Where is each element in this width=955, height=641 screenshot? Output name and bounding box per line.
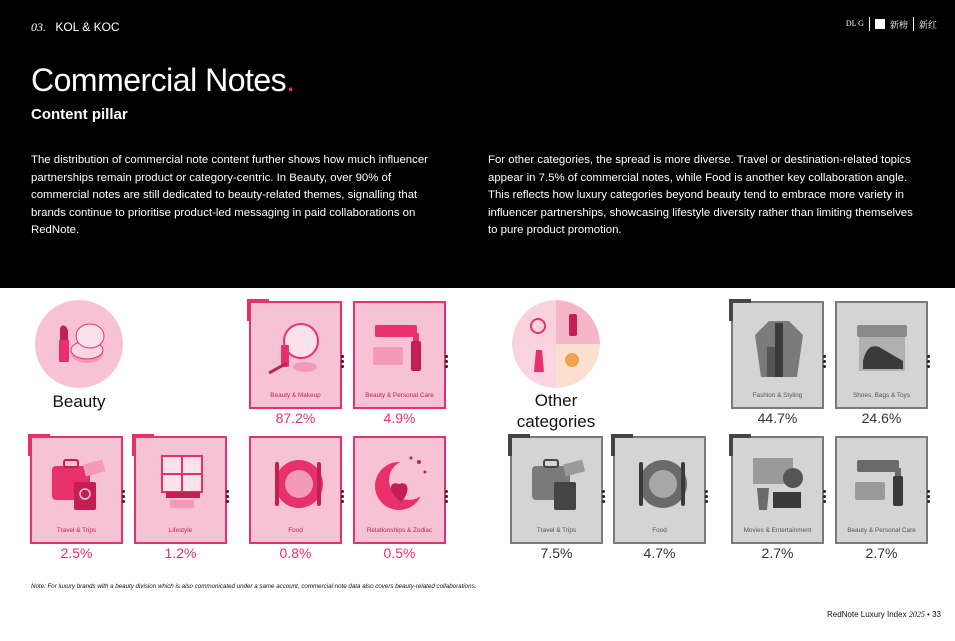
brand-divider bbox=[869, 17, 870, 31]
card-accent bbox=[729, 434, 733, 456]
cosmetics-icon bbox=[371, 317, 431, 379]
window-icon bbox=[152, 452, 212, 514]
section-label: KOL & KOC bbox=[55, 20, 120, 34]
pagination-dots bbox=[705, 490, 708, 505]
card-label: Shoes, Bags & Toys bbox=[852, 392, 911, 399]
pagination-dots bbox=[927, 355, 930, 370]
percentage-value: 1.2% bbox=[164, 545, 197, 561]
brand-divider bbox=[913, 17, 914, 31]
other-categories-circle-icon bbox=[512, 300, 600, 388]
card-beauty-personal-care-other bbox=[835, 436, 928, 544]
card-label: Food bbox=[652, 527, 667, 534]
card-food-other bbox=[613, 436, 706, 544]
card-label: Relationships & Zodiac bbox=[366, 527, 433, 534]
plate-icon bbox=[267, 452, 327, 514]
pagination-dots bbox=[341, 490, 344, 505]
card-food bbox=[249, 436, 342, 544]
title-text: Commercial Notes bbox=[31, 62, 287, 98]
makeup-icon bbox=[267, 317, 327, 379]
card-accent bbox=[611, 434, 615, 456]
heart-moon-icon bbox=[371, 452, 431, 514]
card-accent bbox=[28, 434, 32, 456]
page-footer bbox=[827, 610, 941, 619]
suitcase-icon bbox=[48, 452, 108, 514]
plate-icon bbox=[631, 452, 691, 514]
footnote: Note: For luxury brands with a beauty division which is also communicated under a same account, commercial note data also covers beauty-related collaborations. bbox=[31, 583, 477, 590]
brand-xinhong: 新红 bbox=[918, 19, 937, 30]
shoe-box-icon bbox=[853, 317, 913, 379]
cosmetics-icon bbox=[853, 452, 913, 514]
card-beauty-makeup bbox=[249, 301, 342, 409]
pagination-dots bbox=[445, 355, 448, 370]
page-number: 33 bbox=[932, 610, 941, 619]
coat-icon bbox=[749, 317, 809, 379]
hero-section bbox=[0, 0, 955, 288]
pagination-dots bbox=[927, 490, 930, 505]
card-relationships-zodiac bbox=[353, 436, 446, 544]
card-fashion-styling bbox=[731, 301, 824, 409]
card-label: Lifestyle bbox=[168, 527, 193, 534]
pagination-dots bbox=[445, 490, 448, 505]
other-categories-title: Other categories bbox=[516, 391, 596, 431]
percentage-value: 4.7% bbox=[643, 545, 676, 561]
card-label: Fashion & Styling bbox=[752, 392, 803, 399]
footer-separator: • bbox=[927, 610, 930, 619]
pagination-dots bbox=[226, 490, 229, 505]
percentage-value: 7.5% bbox=[540, 545, 573, 561]
pagination-dots bbox=[122, 490, 125, 505]
card-label: Beauty & Personal Care bbox=[365, 392, 434, 399]
percentage-value: 2.7% bbox=[761, 545, 794, 561]
suitcase-icon bbox=[528, 452, 588, 514]
pagination-dots bbox=[823, 355, 826, 370]
card-label: Food bbox=[288, 527, 303, 534]
section-number: 03. bbox=[31, 20, 46, 34]
film-icon bbox=[749, 452, 809, 514]
card-accent bbox=[132, 434, 136, 456]
section-tag bbox=[31, 20, 120, 35]
percentage-value: 44.7% bbox=[757, 410, 798, 426]
card-label: Travel & Trips bbox=[536, 527, 577, 534]
report-name: RedNote Luxury Index bbox=[826, 610, 907, 619]
card-travel-trips bbox=[30, 436, 123, 544]
card-accent bbox=[508, 434, 512, 456]
brand-logos bbox=[846, 17, 937, 31]
intro-paragraph-right: For other categories, the spread is more diverse. Travel or destination-related topics appear in 7.5% of commercial notes, while Food is another key collaboration angle. This reflects how luxury categories beyond beauty tend to embrace more variety in influencer partnerships, showcasing lifestyle diversity rather than limiting themselves to pure product promotion. bbox=[488, 154, 913, 236]
intro-paragraph-left: The distribution of commercial note content further shows how much influencer partnerships remain product or category-centric. In Beauty, over 90% of commercial notes are still dedicated to beauty-related themes, signalling that brands continue to prioritise product-led messaging in paid collaborations on RedNote. bbox=[31, 154, 428, 236]
card-label: Beauty & Makeup bbox=[270, 392, 321, 399]
pagination-dots bbox=[341, 355, 344, 370]
report-year: 2025 bbox=[908, 610, 925, 619]
percentage-value: 2.7% bbox=[865, 545, 898, 561]
card-lifestyle bbox=[134, 436, 227, 544]
card-label: Movies & Entertainment bbox=[743, 527, 812, 534]
card-label: Beauty & Personal Care bbox=[847, 527, 916, 534]
pagination-dots bbox=[823, 490, 826, 505]
card-shoes-bags-toys bbox=[835, 301, 928, 409]
xinbang-logo-icon bbox=[875, 19, 885, 29]
percentage-value: 2.5% bbox=[60, 545, 93, 561]
pagination-dots bbox=[602, 490, 605, 505]
brand-xinbang: 新榜 bbox=[889, 19, 908, 30]
percentage-value: 24.6% bbox=[861, 410, 902, 426]
percentage-value: 4.9% bbox=[383, 410, 416, 426]
dlg-logo: DL G bbox=[845, 19, 864, 28]
card-accent bbox=[247, 299, 251, 321]
percentage-value: 0.5% bbox=[383, 545, 416, 561]
card-movies-entertainment bbox=[731, 436, 824, 544]
card-accent bbox=[729, 299, 733, 321]
page-subtitle: Content pillar bbox=[31, 106, 128, 123]
card-travel-trips-other bbox=[510, 436, 603, 544]
percentage-value: 87.2% bbox=[275, 410, 316, 426]
card-label: Travel & Trips bbox=[56, 527, 97, 534]
percentage-value: 0.8% bbox=[279, 545, 312, 561]
title-dot: . bbox=[286, 62, 295, 98]
beauty-title: Beauty bbox=[52, 392, 106, 411]
beauty-circle-icon bbox=[35, 300, 123, 388]
card-beauty-personal-care bbox=[353, 301, 446, 409]
page-title bbox=[31, 62, 295, 99]
